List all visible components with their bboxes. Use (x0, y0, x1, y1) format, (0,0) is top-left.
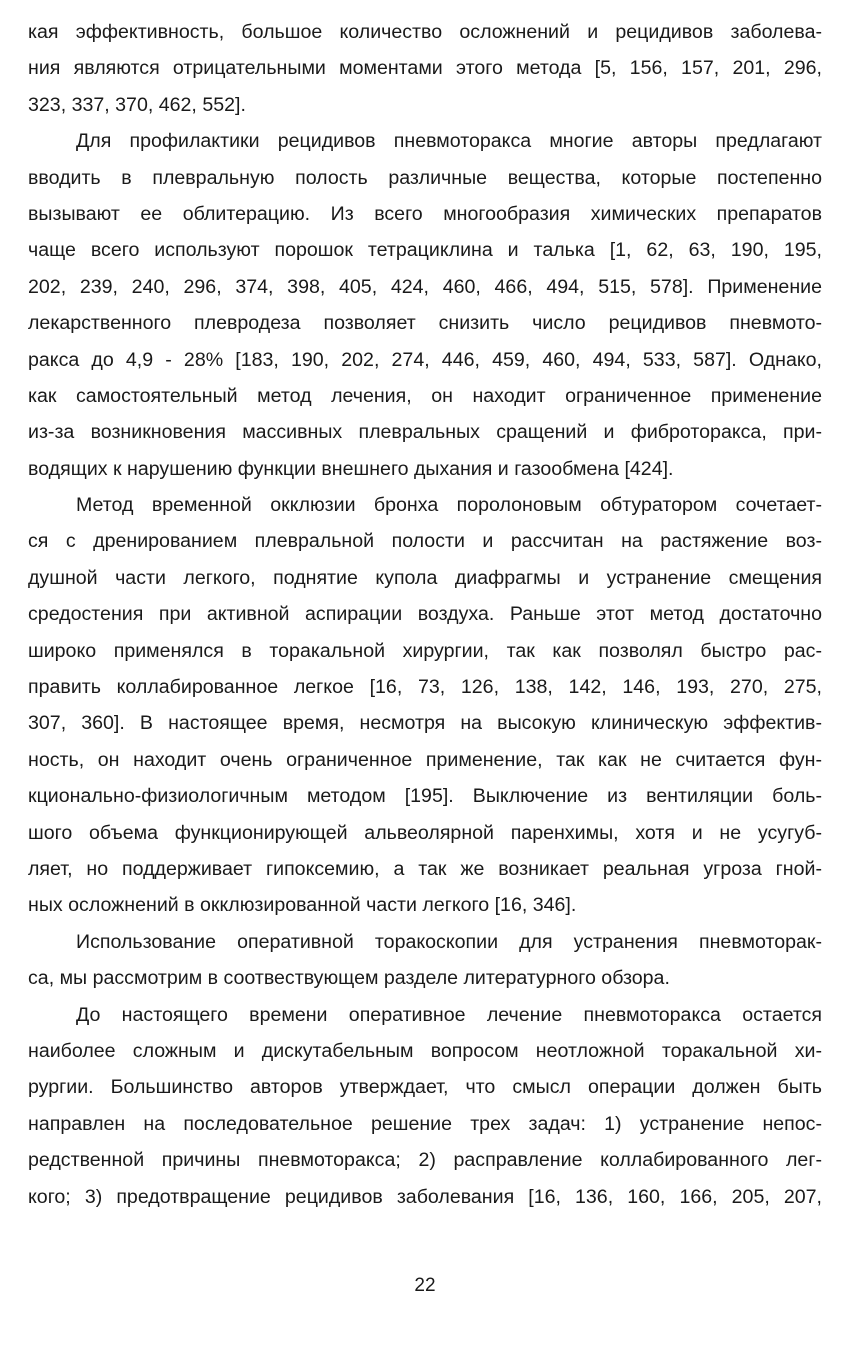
text-line: как самостоятельный метод лечения, он находит ограниченное применение (28, 384, 822, 407)
text-line: править коллабированное легкое [16, 73, 126, 138, 142, 146, 193, 270, 275, (28, 676, 822, 699)
text-line: кционально-физиологичным методом [195]. Выключение из вентиляции боль- (28, 785, 822, 808)
paragraph (28, 997, 822, 1215)
text-line: кого; 3) предотвращение рецидивов заболевания [16, 136, 160, 166, 205, 207, (28, 1185, 822, 1208)
paragraph (28, 924, 822, 997)
text-line: наиболее сложным и дискутабельным вопросом неотложной торакальной хи- (28, 1039, 822, 1062)
text-line: 202, 239, 240, 296, 374, 398, 405, 424, 460, 466, 494, 515, 578]. Применение (28, 275, 822, 298)
text-line: средостения при активной аспирации воздуха. Раньше этот метод достаточно (28, 603, 822, 626)
text-line: Использование оперативной торакоскопии для устранения пневмоторак- (76, 930, 822, 953)
text-line: 323, 337, 370, 462, 552]. (28, 93, 246, 116)
text-line: чаще всего используют порошок тетрациклина и талька [1, 62, 63, 190, 195, (28, 239, 822, 262)
text-line: кая эффективность, большое количество осложнений и рецидивов заболева- (28, 21, 822, 43)
text-line: лекарственного плевродеза позволяет снизить число рецидивов пневмото- (28, 312, 822, 335)
text-line: широко применялся в торакальной хирургии, так как позволял быстро рас- (28, 639, 822, 662)
text-line: шого объема функционирующей альвеолярной паренхимы, хотя и не усугуб- (28, 821, 822, 844)
text-line: са, мы рассмотрим в соотвествующем разделе литературного обзора. (28, 967, 670, 990)
text-line: ния являются отрицательными моментами этого метода [5, 156, 157, 201, 296, (28, 57, 822, 80)
text-line: ся с дренированием плевральной полости и рассчитан на растяжение воз- (28, 530, 822, 553)
text-line: ность, он находит очень ограниченное применение, так как не считается фун- (28, 748, 822, 771)
paragraph (28, 14, 822, 123)
paragraph (28, 123, 822, 487)
text-line: редственной причины пневмоторакса; 2) расправление коллабированного лег- (28, 1149, 822, 1172)
text-line: 307, 360]. В настоящее время, несмотря на высокую клиническую эффектив- (28, 712, 822, 735)
text-line: из-за возникновения массивных плевральных сращений и фиброторакса, при- (28, 421, 822, 444)
text-line: водящих к нарушению функции внешнего дыхания и газообмена [424]. (28, 457, 674, 480)
text-line: рургии. Большинство авторов утверждает, что смысл операции должен быть (28, 1076, 822, 1099)
text-line: душной части легкого, поднятие купола диафрагмы и устранение смещения (28, 566, 822, 589)
text-line: вызывают ее облитерацию. Из всего многообразия химических препаратов (28, 202, 822, 225)
text-line: вводить в плевральную полость различные вещества, которые постепенно (28, 166, 822, 189)
text-line: ляет, но поддерживает гипоксемию, а так же возникает реальная угроза гной- (28, 857, 822, 880)
document-body (28, 14, 822, 1215)
text-line: ных осложнений в окклюзированной части легкого [16, 346]. (28, 894, 577, 917)
paragraph (28, 487, 822, 924)
text-line: ракса до 4,9 - 28% [183, 190, 202, 274, 446, 459, 460, 494, 533, 587]. Однако, (28, 348, 822, 371)
text-line: До настоящего времени оперативное лечение пневмоторакса остается (76, 1003, 822, 1026)
text-line: Для профилактики рецидивов пневмоторакса многие авторы предлагают (76, 130, 822, 153)
text-line: Метод временной окклюзии бронха поролоновым обтуратором сочетает- (76, 494, 822, 517)
text-line: направлен на последовательное решение трех задач: 1) устранение непос- (28, 1112, 822, 1135)
page-number: 22 (414, 1275, 436, 1296)
